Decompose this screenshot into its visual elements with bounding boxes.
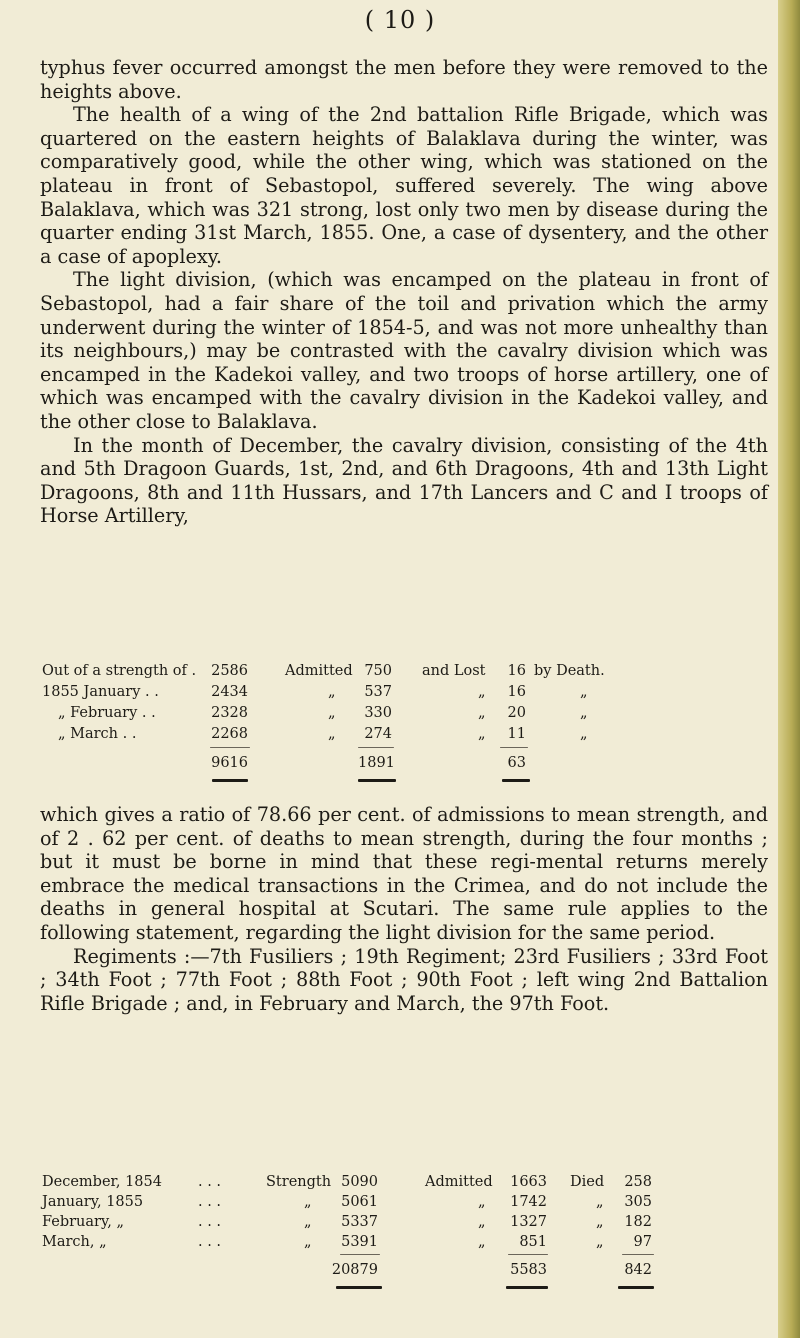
admitted-value: 274 bbox=[364, 726, 392, 742]
admitted-word: Admitted bbox=[425, 1174, 493, 1190]
total-rule bbox=[502, 779, 530, 782]
light-division-table bbox=[40, 1172, 768, 1290]
row-suffix: by Death. bbox=[534, 663, 605, 679]
admitted-word: „ bbox=[478, 1234, 486, 1250]
strength-value: 2328 bbox=[211, 705, 248, 721]
admitted-word: „ bbox=[328, 705, 336, 721]
lost-word: „ bbox=[478, 726, 486, 742]
strength-word: „ bbox=[304, 1214, 312, 1230]
strength-value: 2586 bbox=[211, 663, 248, 679]
strength-value: 5090 bbox=[341, 1174, 378, 1190]
died-word: „ bbox=[596, 1194, 604, 1210]
row-label: „ March . . bbox=[58, 726, 137, 742]
subtotal-rule bbox=[500, 747, 528, 748]
row-label: „ February . . bbox=[58, 705, 156, 721]
row-dots: . . . bbox=[198, 1194, 222, 1210]
lost-word: „ bbox=[478, 684, 486, 700]
table-row bbox=[40, 724, 760, 745]
row-dots: . . . bbox=[198, 1214, 222, 1230]
row-label: February, „ bbox=[42, 1214, 124, 1230]
strength-word: „ bbox=[304, 1194, 312, 1210]
subtotal-rule bbox=[340, 1254, 380, 1255]
row-dots: . . . bbox=[198, 1174, 222, 1190]
died-word: „ bbox=[596, 1234, 604, 1250]
paragraph-typhus: typhus fever occurred amongst the men before they were removed to the heights above. bbox=[40, 56, 768, 103]
strength-value: 5391 bbox=[341, 1234, 378, 1250]
lost-value: 20 bbox=[507, 705, 526, 721]
cavalry-table bbox=[40, 661, 760, 784]
strength-value: 2268 bbox=[211, 726, 248, 742]
admitted-value: 1327 bbox=[510, 1214, 547, 1230]
died-word: Died bbox=[570, 1174, 605, 1190]
table-row bbox=[40, 1192, 768, 1212]
table-row bbox=[40, 1172, 768, 1192]
paragraph-light-division: The light division, (which was encamped on the plateau in front of Sebastopol, had a fair share of the toil and privation which the army underwent during the winter of 1854-5, and was not more unhealthy than its neighbours,) may be contrasted with the cavalry division which was encamped in the Kadekoi valley, and two troops of horse artillery, one of which was encamped with the cavalry division in the Kadekoi valley, and the other close to Balaklava. bbox=[40, 268, 768, 433]
subtotal-rule bbox=[358, 747, 394, 748]
subtotal-rule bbox=[508, 1254, 548, 1255]
admitted-value: 330 bbox=[364, 705, 392, 721]
admitted-total: 5583 bbox=[510, 1262, 547, 1278]
died-value: 97 bbox=[633, 1234, 652, 1250]
strength-value: 5337 bbox=[341, 1214, 378, 1230]
row-suffix: „ bbox=[580, 684, 588, 700]
page-number: ( 10 ) bbox=[364, 6, 436, 34]
page-edge bbox=[778, 0, 800, 1338]
row-label: January, 1855 bbox=[42, 1194, 144, 1210]
lost-total: 63 bbox=[507, 755, 526, 771]
total-rule bbox=[618, 1286, 654, 1289]
admitted-total: 1891 bbox=[358, 755, 395, 771]
row-suffix: „ bbox=[580, 705, 588, 721]
total-rule bbox=[212, 779, 248, 782]
subtotal-rule bbox=[210, 747, 250, 748]
strength-word: „ bbox=[304, 1234, 312, 1250]
table-row bbox=[40, 682, 760, 703]
paragraph-cavalry: In the month of December, the cavalry division, consisting of the 4th and 5th Dragoon Guards, 1st, 2nd, and 6th Dragoons, 4th and 13th Light Dragoons, 8th and 11th Hussars, and 17th Lancers and C and I troops of Horse Artillery, bbox=[40, 433, 768, 528]
died-value: 305 bbox=[624, 1194, 652, 1210]
total-rule bbox=[358, 779, 396, 782]
strength-value: 2434 bbox=[211, 684, 248, 700]
admitted-word: Admitted bbox=[285, 663, 353, 679]
strength-total: 20879 bbox=[331, 1262, 378, 1278]
row-dots: . . . bbox=[198, 1234, 222, 1250]
admitted-word: „ bbox=[478, 1194, 486, 1210]
paragraph-regiments: Regiments :—7th Fusiliers ; 19th Regiment; 23rd Fusiliers ; 33rd Foot ; 34th Foot ; 77th Foot ; 88th Foot ; 90th Foot ; left wing 2nd Battalion Rifle Brigade ; and, in February and March, the 97th Foot. bbox=[40, 944, 768, 1015]
row-label: Out of a strength of . bbox=[42, 663, 197, 679]
paragraph-rifle-brigade: The health of a wing of the 2nd battalion Rifle Brigade, which was quartered on the eastern heights of Balaklava during the winter, was comparatively good, while the other wing, which was stationed on the plateau in front of Sebastopol, suffered severely. The wing above Balaklava, which was 321 strong, lost only two men by disease during the quarter ending 31st March, 1855. One, a case of dysentery, and the other a case of apoplexy. bbox=[40, 103, 768, 268]
lost-value: 16 bbox=[507, 684, 526, 700]
lost-value: 16 bbox=[507, 663, 526, 679]
row-label: December, 1854 bbox=[42, 1174, 162, 1190]
died-value: 258 bbox=[624, 1174, 652, 1190]
subtotal-rule bbox=[622, 1254, 654, 1255]
died-value: 182 bbox=[624, 1214, 652, 1230]
strength-value: 5061 bbox=[341, 1194, 378, 1210]
total-rule bbox=[506, 1286, 548, 1289]
admitted-word: „ bbox=[328, 726, 336, 742]
admitted-value: 1742 bbox=[510, 1194, 547, 1210]
admitted-value: 537 bbox=[364, 684, 392, 700]
row-label: March, „ bbox=[42, 1234, 107, 1250]
died-word: „ bbox=[596, 1214, 604, 1230]
table-row bbox=[40, 1232, 768, 1252]
died-total: 842 bbox=[624, 1262, 652, 1278]
totals-row bbox=[40, 753, 760, 774]
table-row bbox=[40, 1212, 768, 1232]
admitted-value: 851 bbox=[519, 1234, 547, 1250]
lost-value: 11 bbox=[507, 726, 526, 742]
table-row bbox=[40, 661, 760, 682]
admitted-value: 1663 bbox=[510, 1174, 547, 1190]
admitted-word: „ bbox=[478, 1214, 486, 1230]
paragraph-ratio: which gives a ratio of 78.66 per cent. of admissions to mean strength, and of 2 . 62 per cent. of deaths to mean strength, during the four months ; but it must be borne in mind that these regi-mental returns merely embrace the medical transactions in the Crimea, and do not include the deaths in general hospital at Scutari. The same rule applies to the following statement, regarding the light division for the same period. bbox=[40, 803, 768, 944]
row-label: 1855 January . . bbox=[42, 684, 159, 700]
lost-word: „ bbox=[478, 705, 486, 721]
totals-row bbox=[40, 1260, 768, 1280]
strength-word: Strength bbox=[266, 1174, 332, 1190]
admitted-value: 750 bbox=[364, 663, 392, 679]
body-text-continued bbox=[40, 803, 768, 1015]
strength-total: 9616 bbox=[211, 755, 248, 771]
body-text bbox=[40, 56, 768, 528]
lost-word: and Lost bbox=[422, 663, 486, 679]
table-row bbox=[40, 703, 760, 724]
total-rule bbox=[336, 1286, 382, 1289]
admitted-word: „ bbox=[328, 684, 336, 700]
row-suffix: „ bbox=[580, 726, 588, 742]
